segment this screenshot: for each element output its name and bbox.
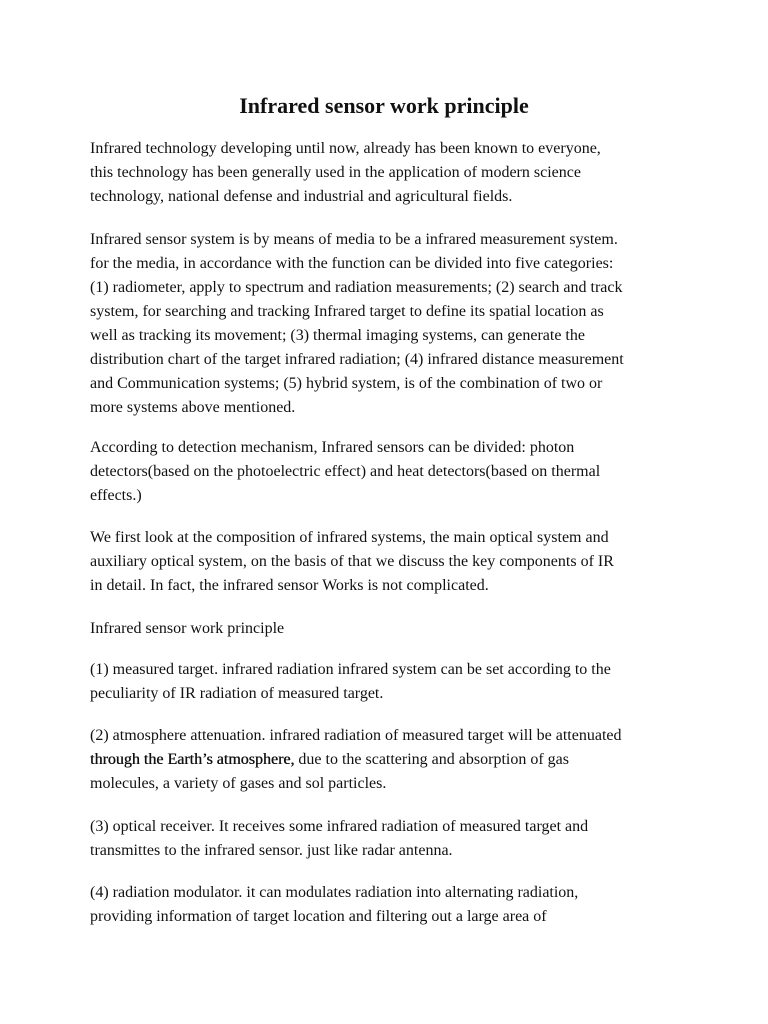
text-line: technology, national defense and industrial and agricultural fields. [90, 188, 513, 205]
document-title: Infrared sensor work principle [239, 93, 529, 118]
text-line: auxiliary optical system, on the basis of that we discuss the key components of IR [90, 553, 614, 570]
paragraph-optical-receiver [90, 815, 690, 863]
paragraph-detection-mechanism [90, 436, 690, 508]
text-line: distribution chart of the target infrared radiation; (4) infrared distance measurement [90, 351, 624, 368]
text-line: this technology has been generally used in the application of modern science [90, 164, 581, 181]
text-line: transmittes to the infrared sensor. just like radar antenna. [90, 842, 453, 859]
text-line: Infrared technology developing until now, already has been known to everyone, [90, 140, 601, 157]
text-line: for the media, in accordance with the function can be divided into five categories: [90, 255, 614, 272]
text-line: Infrared sensor work principle [90, 620, 285, 637]
text-line: providing information of target location and filtering out a large area of [90, 908, 547, 925]
text-line: and Communication systems; (5) hybrid system, is of the combination of two or [90, 375, 603, 392]
text-line: According to detection mechanism, Infrared sensors can be divided: photon [90, 439, 575, 456]
text-line: We first look at the composition of infrared systems, the main optical system and [90, 529, 609, 546]
section-heading [90, 617, 690, 641]
paragraph-system-categories [90, 228, 690, 420]
text-line: (4) radiation modulator. it can modulates radiation into alternating radiation, [90, 884, 579, 901]
text-line: well as tracking its movement; (3) thermal imaging systems, can generate the [90, 327, 585, 344]
text-line: (1) radiometer, apply to spectrum and radiation measurements; (2) search and track [90, 279, 623, 296]
text-line: detectors(based on the photoelectric effect) and heat detectors(based on thermal [90, 463, 601, 480]
text-line: effects.) [90, 487, 142, 504]
text-line: (3) optical receiver. It receives some infrared radiation of measured target and [90, 818, 589, 835]
paragraph-intro [90, 137, 690, 209]
paragraph-atmosphere-attenuation [90, 724, 690, 796]
text-line: (2) atmosphere attenuation. infrared radiation of measured target will be attenuated [90, 727, 622, 744]
paragraph-composition [90, 526, 690, 598]
text-line: Infrared sensor system is by means of media to be a infrared measurement system. [90, 231, 618, 248]
text-line: in detail. In fact, the infrared sensor Works is not complicated. [90, 577, 489, 594]
paragraph-radiation-modulator [90, 881, 690, 929]
emphasis-text: through the Earth’s atmosphere, [90, 751, 295, 768]
paragraph-measured-target [90, 658, 690, 706]
text-line: molecules, a variety of gases and sol particles. [90, 775, 387, 792]
text-line: system, for searching and tracking Infrared target to define its spatial location as [90, 303, 604, 320]
text-line: peculiarity of IR radiation of measured target. [90, 685, 384, 702]
plain-text: due to the scattering and absorption of gas [294, 751, 569, 768]
text-line: (1) measured target. infrared radiation infrared system can be set according to the [90, 661, 611, 678]
text-line: more systems above mentioned. [90, 399, 296, 416]
text-line-mixed [90, 748, 690, 772]
